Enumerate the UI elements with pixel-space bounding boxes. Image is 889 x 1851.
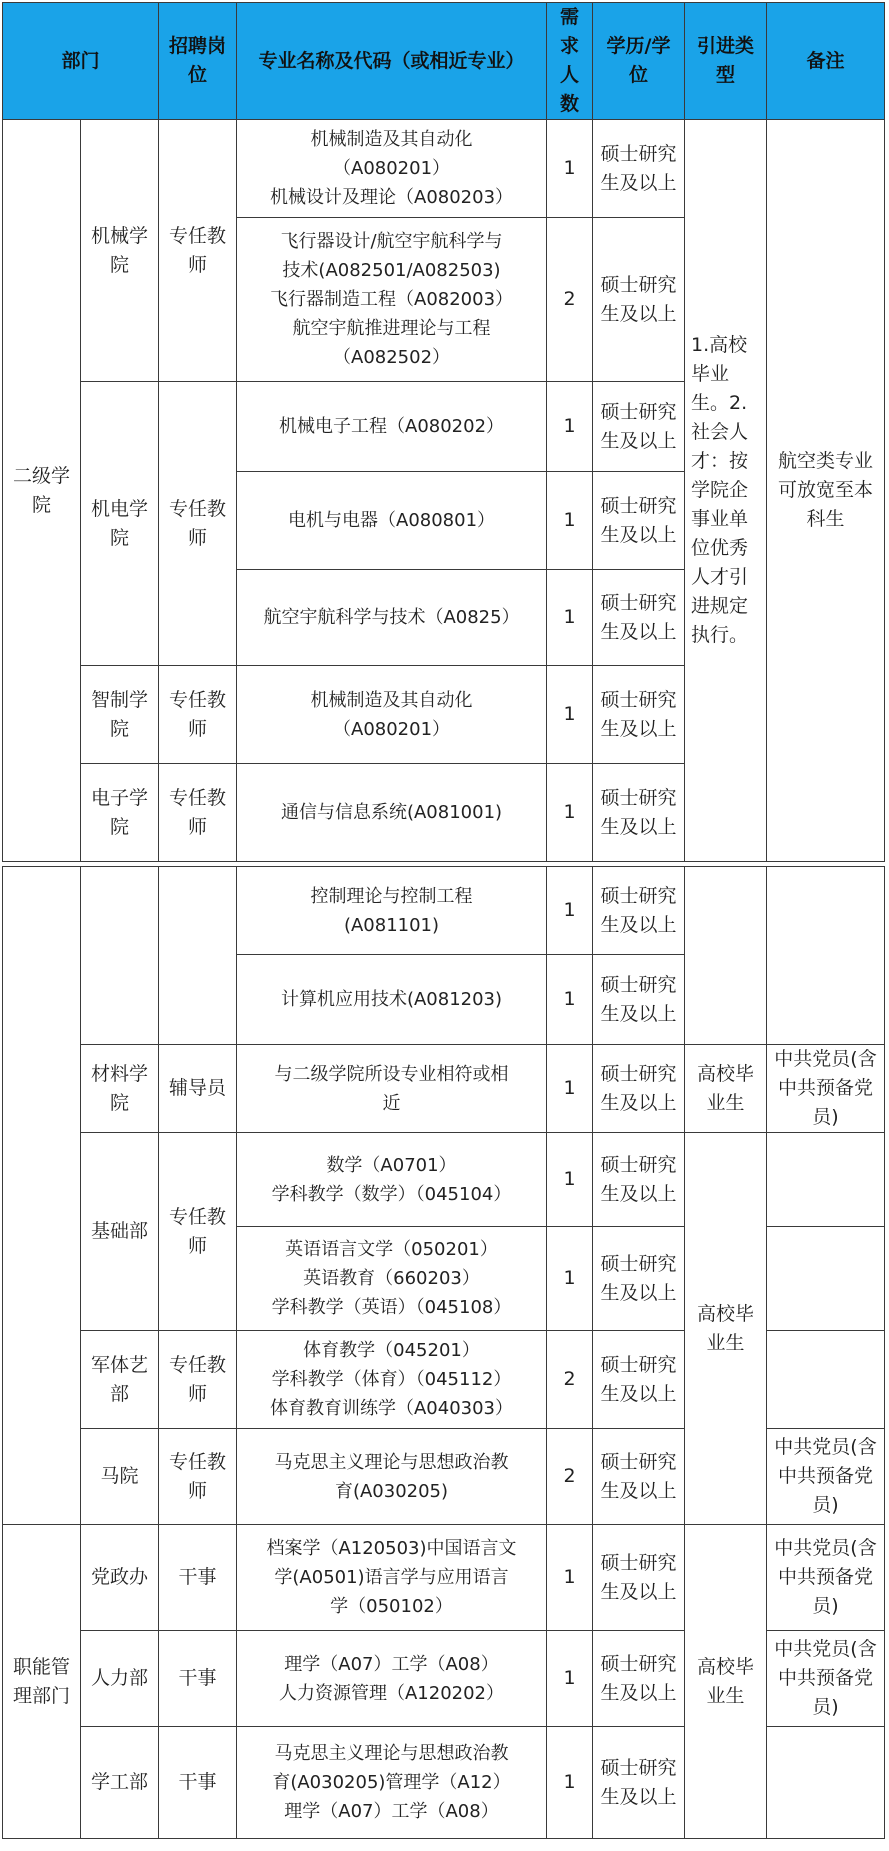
count-cell: 1 xyxy=(547,1525,593,1631)
table-header xyxy=(3,3,885,120)
count-cell: 1 xyxy=(547,764,593,862)
count-cell: 1 xyxy=(547,1631,593,1727)
major-cell: 与二级学院所设专业相符或相 近 xyxy=(237,1045,547,1133)
header-position: 招聘岗位 xyxy=(159,3,237,120)
remark-cell: 航空类专业可放宽至本科生 xyxy=(767,120,885,862)
dept-cell: 党政办 xyxy=(81,1525,159,1631)
remark-cell-blank xyxy=(767,1331,885,1429)
table-row xyxy=(3,1525,885,1631)
header-degree: 学历/学位 xyxy=(593,3,685,120)
major-cell: 通信与信息系统(A081001) xyxy=(237,764,547,862)
remark-cell: 中共党员(含中共预备党员) xyxy=(767,1429,885,1525)
major-cell: 控制理论与控制工程 (A081101) xyxy=(237,867,547,955)
header-count: 需求人数 xyxy=(547,3,593,120)
major-cell: 理学（A07）工学（A08） 人力资源管理（A120202） xyxy=(237,1631,547,1727)
count-cell: 1 xyxy=(547,1227,593,1331)
table-row xyxy=(3,867,885,955)
degree-cell: 硕士研究生及以上 xyxy=(593,570,685,666)
dept-cell: 智制学院 xyxy=(81,666,159,764)
degree-cell: 硕士研究生及以上 xyxy=(593,382,685,472)
degree-cell: 硕士研究生及以上 xyxy=(593,1331,685,1429)
position-cell: 专任教师 xyxy=(159,666,237,764)
recruitment-table-part-2 xyxy=(2,866,885,1839)
remark-cell-blank xyxy=(767,1133,885,1227)
degree-cell: 硕士研究生及以上 xyxy=(593,1727,685,1839)
major-cell: 机械电子工程（A080202） xyxy=(237,382,547,472)
table-row xyxy=(3,120,885,218)
degree-cell: 硕士研究生及以上 xyxy=(593,666,685,764)
position-cell: 专任教师 xyxy=(159,1133,237,1331)
remark-cell: 中共党员(含中共预备党员) xyxy=(767,1045,885,1133)
remark-cell: 中共党员(含中共预备党员) xyxy=(767,1525,885,1631)
major-cell: 机械制造及其自动化 （A080201） xyxy=(237,666,547,764)
degree-cell: 硕士研究生及以上 xyxy=(593,1631,685,1727)
dept-cell: 人力部 xyxy=(81,1631,159,1727)
degree-cell: 硕士研究生及以上 xyxy=(593,1525,685,1631)
count-cell: 1 xyxy=(547,1045,593,1133)
dept-cell: 机电学院 xyxy=(81,382,159,666)
degree-cell: 硕士研究生及以上 xyxy=(593,1045,685,1133)
position-cell: 干事 xyxy=(159,1727,237,1839)
remark-cell-blank xyxy=(767,867,885,1045)
degree-cell: 硕士研究生及以上 xyxy=(593,1227,685,1331)
position-cell: 专任教师 xyxy=(159,764,237,862)
count-cell: 1 xyxy=(547,1133,593,1227)
count-cell: 2 xyxy=(547,218,593,382)
header-remark: 备注 xyxy=(767,3,885,120)
dept-cell-blank xyxy=(81,867,159,1045)
degree-cell: 硕士研究生及以上 xyxy=(593,1429,685,1525)
count-cell: 1 xyxy=(547,120,593,218)
category-cell: 职能管理部门 xyxy=(3,1525,81,1839)
degree-cell: 硕士研究生及以上 xyxy=(593,867,685,955)
header-type: 引进类型 xyxy=(685,3,767,120)
count-cell: 1 xyxy=(547,1727,593,1839)
position-cell-blank xyxy=(159,867,237,1045)
count-cell: 1 xyxy=(547,472,593,570)
major-cell: 马克思主义理论与思想政治教 育(A030205) xyxy=(237,1429,547,1525)
position-cell: 干事 xyxy=(159,1525,237,1631)
type-cell: 高校毕业生 xyxy=(685,1045,767,1133)
position-cell: 干事 xyxy=(159,1631,237,1727)
type-cell: 1.高校毕业生。2.社会人才：按学院企事业单位优秀人才引进规定执行。 xyxy=(685,120,767,862)
major-cell: 航空宇航科学与技术（A0825） xyxy=(237,570,547,666)
major-cell: 体育教学（045201） 学科教学（体育）（045112） 体育教育训练学（A040303） xyxy=(237,1331,547,1429)
recruitment-table-part-1 xyxy=(2,2,885,862)
dept-cell: 机械学院 xyxy=(81,120,159,382)
major-cell: 数学（A0701） 学科教学（数学）（045104） xyxy=(237,1133,547,1227)
type-cell: 高校毕业生 xyxy=(685,1133,767,1525)
degree-cell: 硕士研究生及以上 xyxy=(593,764,685,862)
position-cell: 专任教师 xyxy=(159,1331,237,1429)
dept-cell: 军体艺部 xyxy=(81,1331,159,1429)
position-cell: 专任教师 xyxy=(159,382,237,666)
major-cell: 飞行器设计/航空宇航科学与 技术(A082501/A082503) 飞行器制造工程（A082003） 航空宇航推进理论与工程 （A082502） xyxy=(237,218,547,382)
remark-cell-blank xyxy=(767,1227,885,1331)
degree-cell: 硕士研究生及以上 xyxy=(593,1133,685,1227)
count-cell: 1 xyxy=(547,867,593,955)
major-cell: 英语语言文学（050201） 英语教育（660203） 学科教学（英语）（045108） xyxy=(237,1227,547,1331)
degree-cell: 硕士研究生及以上 xyxy=(593,955,685,1045)
major-cell: 电机与电器（A080801） xyxy=(237,472,547,570)
table-row xyxy=(3,1133,885,1227)
dept-cell: 材料学院 xyxy=(81,1045,159,1133)
count-cell: 1 xyxy=(547,570,593,666)
degree-cell: 硕士研究生及以上 xyxy=(593,218,685,382)
major-cell: 计算机应用技术(A081203) xyxy=(237,955,547,1045)
count-cell: 2 xyxy=(547,1429,593,1525)
type-cell-blank xyxy=(685,867,767,1045)
degree-cell: 硕士研究生及以上 xyxy=(593,472,685,570)
count-cell: 1 xyxy=(547,382,593,472)
degree-cell: 硕士研究生及以上 xyxy=(593,120,685,218)
dept-cell: 学工部 xyxy=(81,1727,159,1839)
type-cell: 高校毕业生 xyxy=(685,1525,767,1839)
position-cell: 专任教师 xyxy=(159,1429,237,1525)
header-major: 专业名称及代码（或相近专业） xyxy=(237,3,547,120)
count-cell: 1 xyxy=(547,955,593,1045)
table-row xyxy=(3,1045,885,1133)
dept-cell: 电子学院 xyxy=(81,764,159,862)
remark-cell-blank xyxy=(767,1727,885,1839)
position-cell: 专任教师 xyxy=(159,120,237,382)
category-cell: 二级学院 xyxy=(3,120,81,862)
major-cell: 马克思主义理论与思想政治教 育(A030205)管理学（A12） 理学（A07）工学（A08） xyxy=(237,1727,547,1839)
dept-cell: 马院 xyxy=(81,1429,159,1525)
count-cell: 1 xyxy=(547,666,593,764)
remark-cell: 中共党员(含中共预备党员) xyxy=(767,1631,885,1727)
header-dept: 部门 xyxy=(3,3,159,120)
major-cell: 机械制造及其自动化 （A080201） 机械设计及理论（A080203） xyxy=(237,120,547,218)
count-cell: 2 xyxy=(547,1331,593,1429)
category-cell-blank xyxy=(3,867,81,1525)
major-cell: 档案学（A120503)中国语言文 学(A0501)语言学与应用语言 学（050102） xyxy=(237,1525,547,1631)
position-cell: 辅导员 xyxy=(159,1045,237,1133)
dept-cell: 基础部 xyxy=(81,1133,159,1331)
